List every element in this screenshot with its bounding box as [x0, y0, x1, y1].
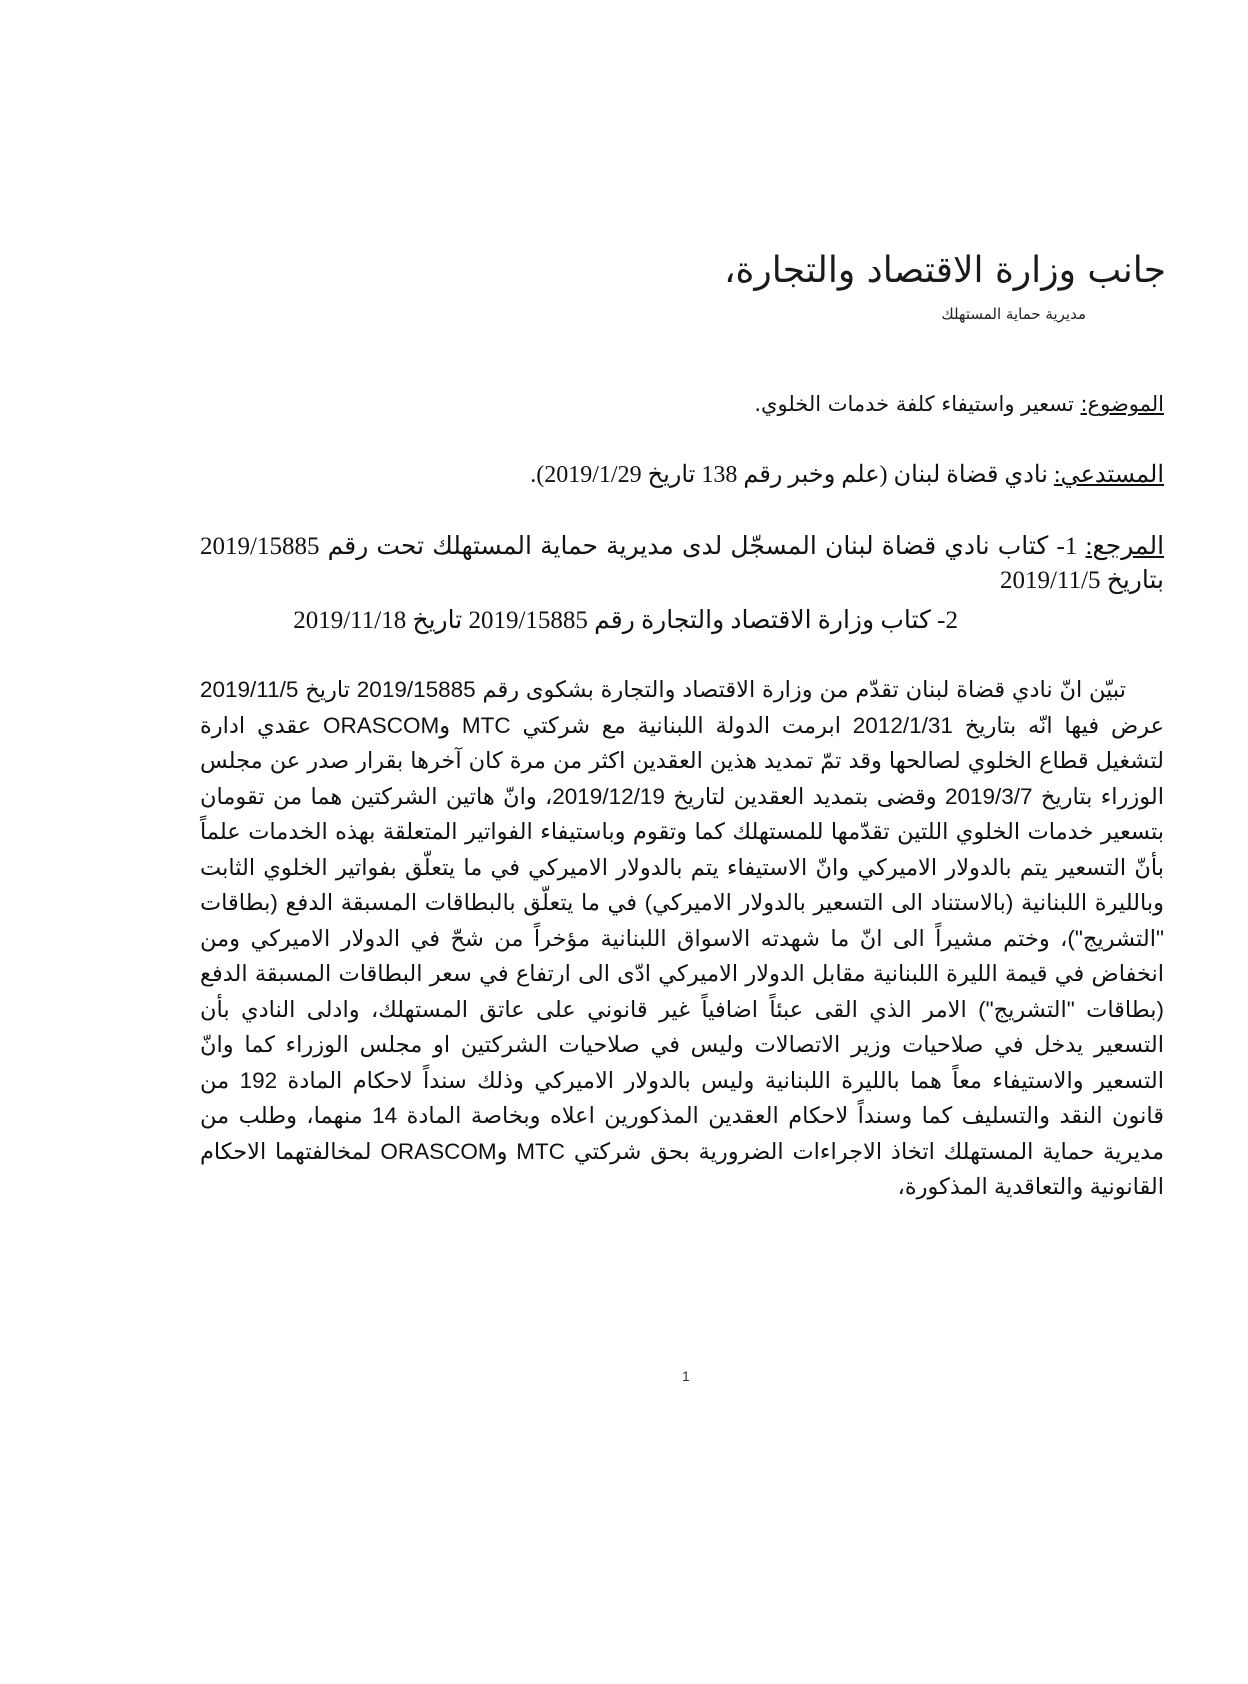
applicant-value: نادي قضاة لبنان (علم وخبر رقم 138 تاريخ 2019/1/29).	[530, 462, 1048, 488]
applicant-label: المستدعي:	[1053, 462, 1164, 488]
reference-item-2: 2- كتاب وزارة الاقتصاد والتجارة رقم 2019/15885 تاريخ 2019/11/18	[293, 607, 958, 634]
reference-item-1-text: 1- كتاب نادي قضاة لبنان المسجّل لدى مديرية حماية المستهلك تحت رقم 2019/15885 بتاريخ 2019/11/5	[200, 533, 1164, 594]
addressee-heading: جانب وزارة الاقتصاد والتجارة،	[723, 250, 1166, 291]
reference-label: المرجع:	[1085, 533, 1165, 560]
addressee-department: مديرية حماية المستهلك	[941, 305, 1086, 323]
subject-value: تسعير واستيفاء كلفة خدمات الخلوي.	[754, 392, 1074, 416]
applicant-line	[530, 460, 1164, 489]
page-number: 1	[682, 1368, 690, 1384]
subject-line	[754, 392, 1164, 416]
reference-item-1	[200, 530, 1164, 598]
body-paragraph: تبيّن انّ نادي قضاة لبنان تقدّم من وزارة الاقتصاد والتجارة بشكوى رقم 2019/15885 تاريخ 2019/11/5 عرض فيها انّه بتاريخ 2012/1/31 ابرمت الدولة اللبنانية مع شركتي MTC وORASCOM عقدي ادارة لتشغيل قطاع الخلوي لصالحها وقد تمّ تمديد هذين العقدين اكثر من مرة كان آخرها بقرار صدر عن مجلس الوزراء بتاريخ 2019/3/7 وقضى بتمديد العقدين لتاريخ 2019/12/19، وانّ هاتين الشركتين هما من تقومان بتسعير خدمات الخلوي اللتين تقدّمها للمستهلك كما وتقوم وباستيفاء الفواتير المتعلقة بهذه الخدمات علماً بأنّ التسعير يتم بالدولار الاميركي وانّ الاستيفاء يتم بالدولار الاميركي في ما يتعلّق بفواتير الخلوي الثابت وبالليرة اللبنانية (بالاستناد الى التسعير بالدولار الاميركي) في ما يتعلّق بالبطاقات المسبقة الدفع (بطاقات "التشريج")، وختم مشيراً الى انّ ما شهدته الاسواق اللبنانية مؤخراً من شحّ في الدولار الاميركي ومن انخفاض في قيمة الليرة اللبنانية مقابل الدولار الاميركي ادّى الى ارتفاع في سعر البطاقات المسبقة الدفع (بطاقات "التشريج") الامر الذي القى عبئاً اضافياً غير قانوني على عاتق المستهلك، وادلى النادي بأن التسعير يدخل في صلاحيات وزير الاتصالات وليس في صلاحيات الشركتين او مجلس الوزراء كما وانّ التسعير والاستيفاء معاً هما بالليرة اللبنانية وليس بالدولار الاميركي وذلك سنداً لاحكام المادة 192 من قانون النقد والتسليف كما وسنداً لاحكام العقدين المذكورين اعلاه وبخاصة المادة 14 منهما، وطلب من مديرية حماية المستهلك اتخاذ الاجراءات الضرورية بحق شركتي MTC وORASCOM لمخالفتهما الاحكام القانونية والتعاقدية المذكورة،	[200, 677, 1165, 1199]
subject-label: الموضوع:	[1080, 392, 1164, 416]
